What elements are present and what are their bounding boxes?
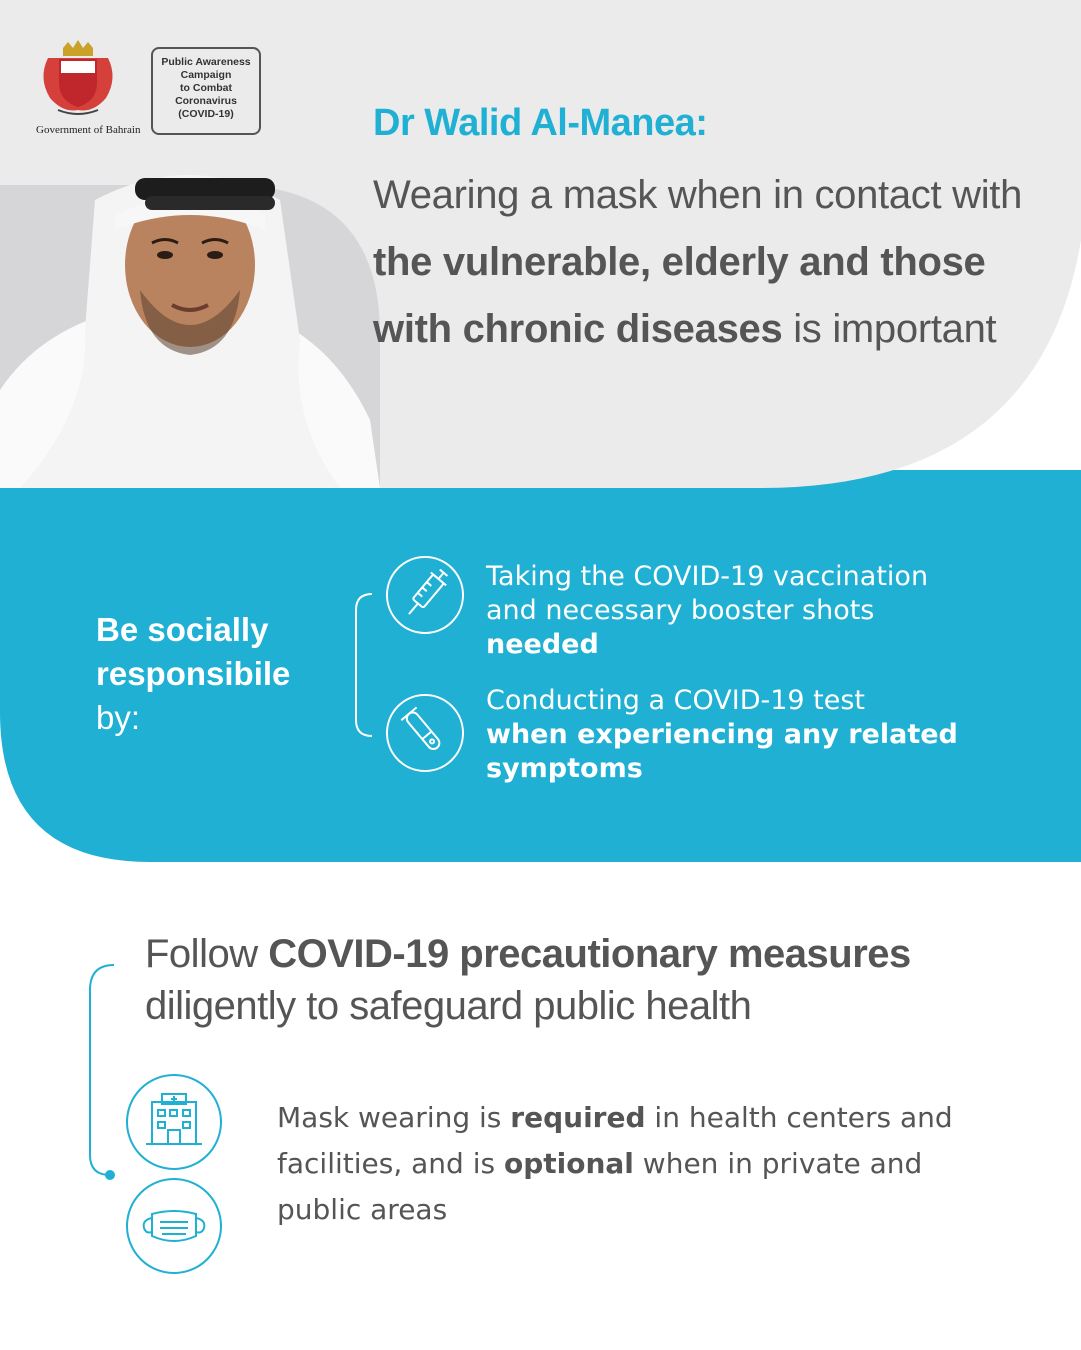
syringe-icon (386, 556, 464, 634)
hospital-icon (126, 1074, 222, 1170)
bahrain-emblem-icon (38, 38, 118, 118)
heading-text: diligently to safeguard public health (145, 984, 752, 1028)
item-bold-text: when experiencing any related symptoms (486, 719, 958, 784)
timeline-connector (84, 960, 124, 1180)
testing-item (486, 684, 1006, 786)
quote-bold-text: the vulnerable, elderly and those with chronic diseases (373, 240, 986, 351)
campaign-line: Public Awareness (161, 56, 251, 68)
heading-line: Be socially (96, 611, 269, 648)
quote-text: is important (782, 307, 997, 351)
quote-text: Wearing a mask when in contact with (373, 173, 1023, 217)
vaccination-item (486, 560, 986, 662)
mask-text: Mask wearing is (277, 1101, 511, 1134)
campaign-badge (151, 47, 261, 135)
socially-responsible-heading (96, 608, 290, 740)
test-tube-icon (386, 694, 464, 772)
mask-text: when in private and public areas (277, 1147, 923, 1226)
heading-text: Follow (145, 932, 269, 976)
mask-text: in health centers and facilities, and is (277, 1101, 953, 1180)
item-text: Conducting a COVID-19 test (486, 685, 866, 716)
mask-bold-text: optional (503, 1147, 634, 1180)
mask-bold-text: required (510, 1101, 646, 1134)
precautionary-heading (145, 928, 911, 1032)
mask-requirement-text (277, 1095, 977, 1233)
item-text: Taking the COVID-19 vaccination and necessary booster shots (486, 561, 929, 626)
bracket-divider (352, 590, 376, 740)
item-bold-text: needed (486, 629, 599, 660)
campaign-line: to Combat (180, 82, 232, 94)
heading-bold-text: COVID-19 precautionary measures (268, 932, 911, 976)
heading-line: by: (96, 699, 141, 736)
campaign-line: Campaign (180, 69, 232, 81)
heading-line: responsibile (96, 655, 291, 692)
campaign-line: (COVID-19) (178, 108, 234, 120)
campaign-line: Coronavirus (175, 95, 237, 107)
doctor-portrait (0, 160, 380, 488)
government-label: Government of Bahrain (36, 124, 141, 136)
page-title: Dr Walid Al-Manea: (373, 102, 708, 144)
doctor-quote (373, 162, 1063, 363)
face-mask-icon (126, 1178, 222, 1274)
